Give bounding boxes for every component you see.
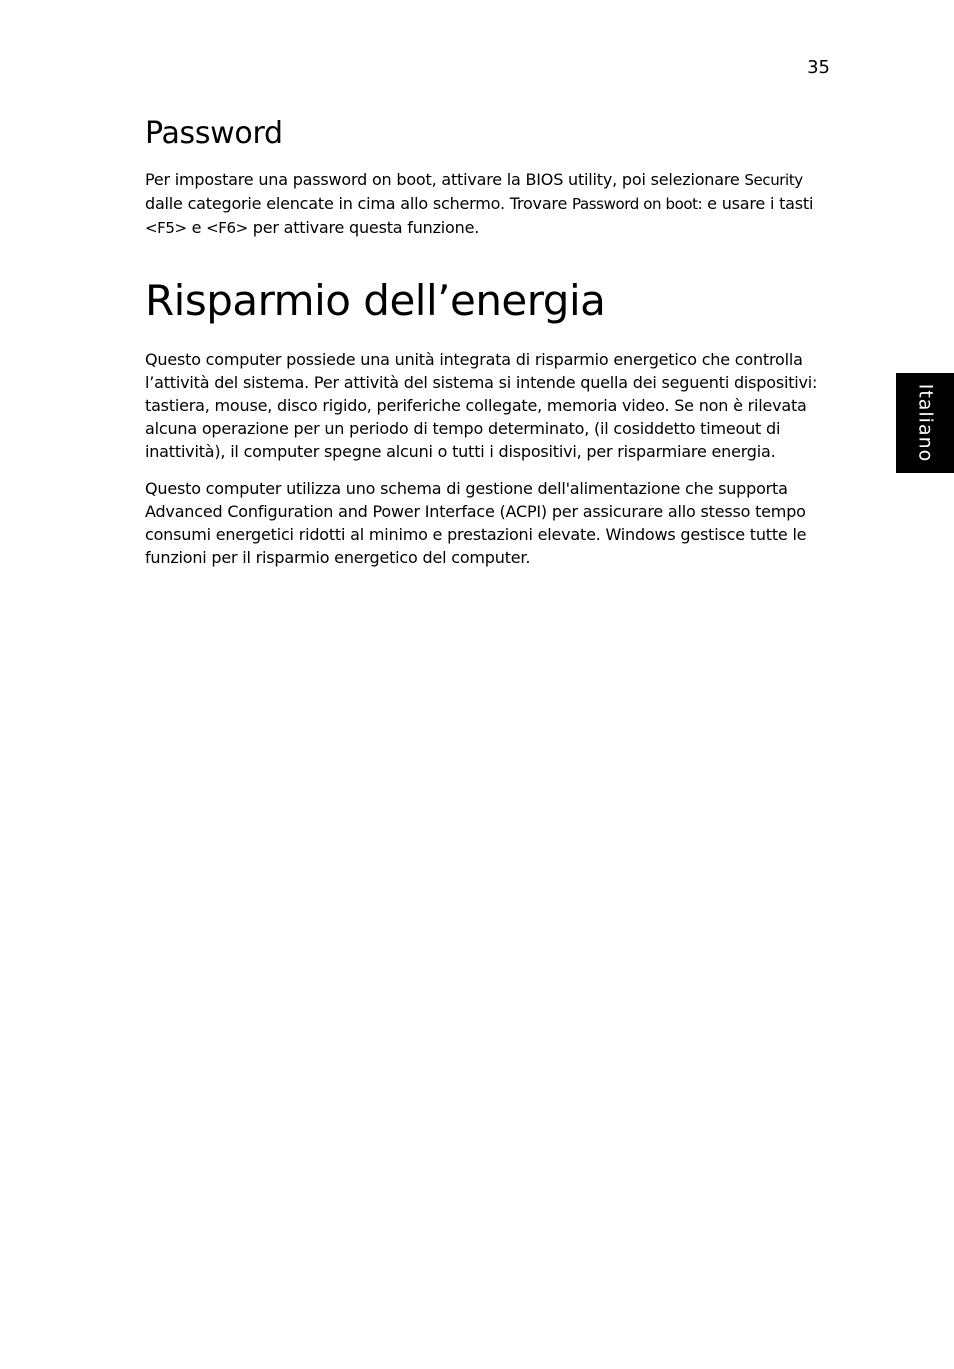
password-on-boot-term: Password on boot: <box>572 195 703 213</box>
password-text-3: e usare i tasti <box>702 194 814 213</box>
energy-heading: Risparmio dell’energia <box>145 276 606 325</box>
password-text-2: dalle categorie elencate in cima allo schermo. Trovare <box>145 194 572 213</box>
f6-key: <F6> <box>206 219 248 237</box>
password-text-4: e <box>186 218 207 237</box>
language-tab-label: Italiano <box>914 383 937 463</box>
password-paragraph <box>145 168 825 240</box>
language-tab <box>896 373 954 473</box>
password-text-1: Per impostare una password on boot, attivare la BIOS utility, poi selezionare <box>145 170 745 189</box>
energy-paragraph-2: Questo computer utilizza uno schema di gestione dell'alimentazione che supporta Advanced Configuration and Power Interface (ACPI) per assicurare allo stesso tempo consumi energetici ridotti al minimo e prestazioni elevate. Windows gestisce tutte le funzioni per il risparmio energetico del computer. <box>145 479 807 567</box>
security-term: Security <box>744 171 803 189</box>
f5-key: <F5> <box>145 219 187 237</box>
page-content <box>145 112 825 583</box>
password-heading: Password <box>145 116 283 151</box>
energy-paragraph-1: Questo computer possiede una unità integrata di risparmio energetico che controlla l’attività del sistema. Per attività del sistema si intende quella dei seguenti dispositivi: tastiera, mouse, disco rigido, periferiche collegate, memoria video. Se non è rilevata alcuna operazione per un periodo di tempo determinato, (il cosiddetto timeout di inattività), il computer spegne alcuni o tutti i dispositivi, per risparmiare energia. <box>145 350 818 461</box>
page-number: 35 <box>807 57 830 78</box>
password-text-5: per attivare questa funzione. <box>247 218 480 237</box>
